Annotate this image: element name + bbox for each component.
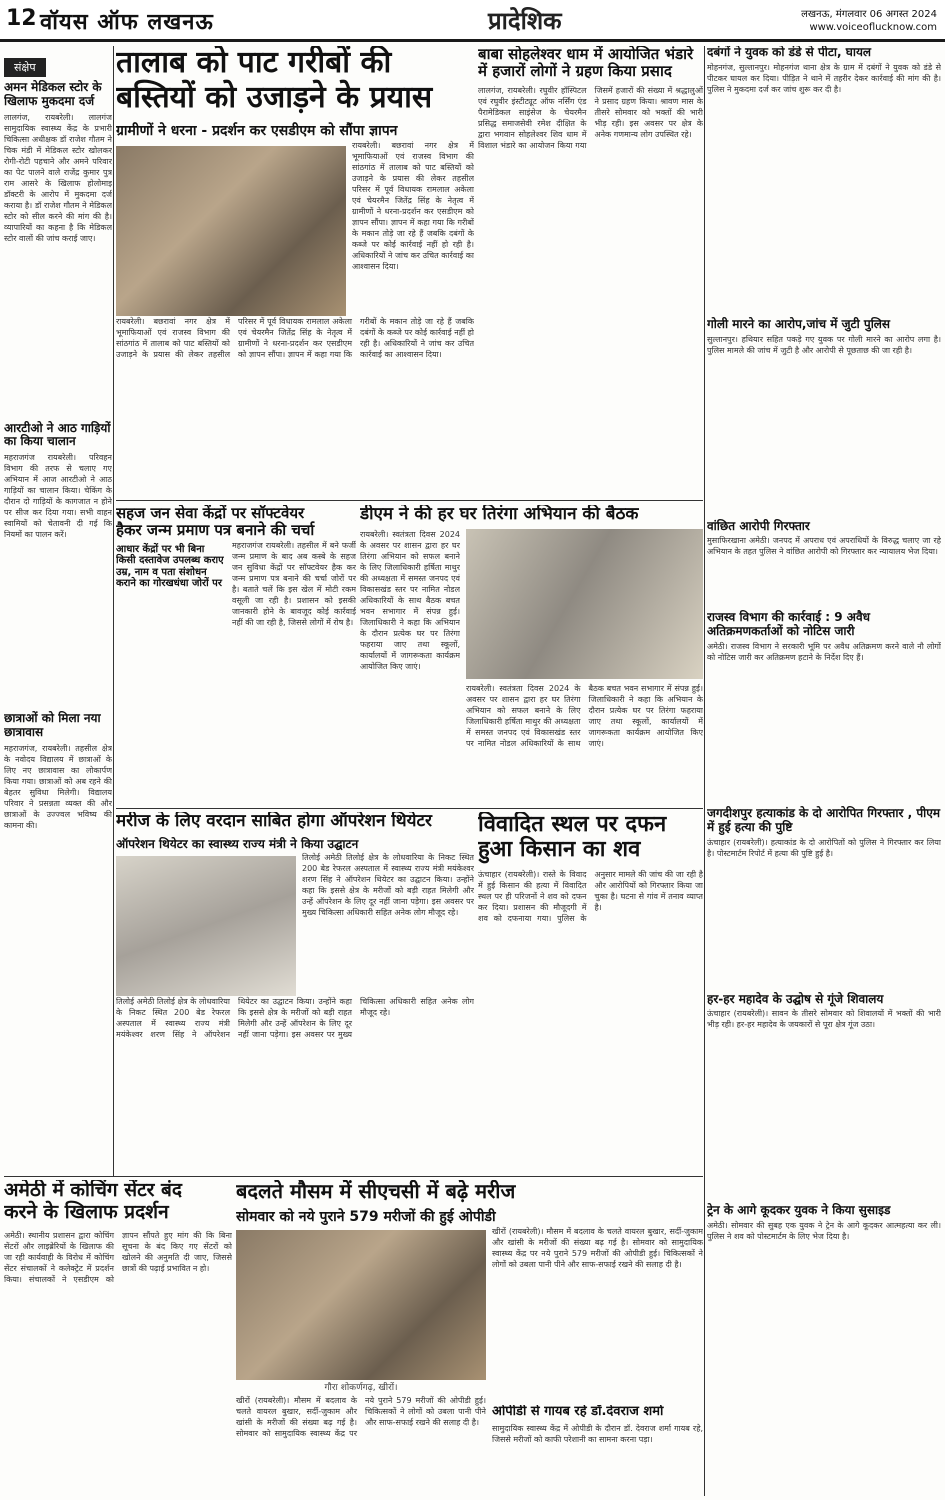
dateline: लखनऊ, मंगलवार 06 अगस्त 2024	[801, 9, 937, 20]
right-headline-5: जगदीशपुर हत्याकांड के दो आरोपित गिरफ्तार , पीएम में हुई हत्या की पुष्टि	[707, 805, 941, 834]
mausam-photo	[236, 1230, 486, 1380]
right-headline-1: दबंगों ने युवक को डंडे से पीटा, घायल	[707, 46, 872, 59]
lead-body-side: रायबरेली। बछरावां नगर क्षेत्र में भूमाफियाओं एवं राजस्व विभाग की सांठगांठ में तालाब को पाट बस्तियों को उजाड़ने के प्रयास की लेकर तहसील परिसर में पूर्व विधायक रामलाल अकेला एवं चेयरमैन जितेंद्र सिंह के नेतृत्व में ग्रामीणों ने धरना-प्रदर्शन कर एसडीएम को ज्ञापन सौंपा। ज्ञापन में कहा गया कि गरीबों के मकान तोड़े जा रहे हैं जबकि दबंगों के कब्जे पर कोई कार्रवाई नहीं हो रही है। अधिकारियों ने जांच कर उचित कार्रवाई का आश्वासन दिया।	[352, 141, 474, 271]
website: www.voiceoflucknow.com	[809, 22, 937, 33]
right-headline-2: गोली मारने का आरोप,जांच में जुटी पुलिस	[707, 316, 891, 331]
vivadit-story	[478, 812, 703, 1172]
lead-headline-2: बस्तियों को उजाड़ने के प्रयास	[116, 79, 433, 115]
mausam-caption: गौरा शोकर्णगढ़, खीरों।	[324, 1383, 398, 1393]
mausam-body: खीरों (रायबरेली)। मौसम में बदलाव के चलते वायरल बुखार, सर्दी-जुकाम और खांसी के मरीजों की संख्या बढ़ गई है। सोमवार को सामुदायिक स्वास्थ्य केंद्र पर नये पुराने 579 मरीजों की ओपीडी हुई। चिकित्सकों ने लोगों को उबला पानी पीने और साफ-सफाई रखने की सलाह दी है।	[492, 1227, 703, 1269]
page-number: 12	[6, 6, 37, 31]
sahaj-headline-1: सहज जन सेवा केंद्रों पर सॉफ्टवेयर	[116, 505, 305, 522]
right-headline-4: राजस्व विभाग की कार्रवाई : 9 अवैध अतिक्रमणकर्ताओं को नोटिस जारी	[707, 610, 871, 639]
mausam-story	[236, 1180, 703, 1496]
brief-tag: संक्षेप	[4, 58, 46, 77]
marij-subhead: ऑपरेशन थियेटर का स्वास्थ्य राज्य मंत्री ने किया उद्घाटन	[116, 836, 359, 851]
amethi-headline-1: अमेठी में कोचिंग सेंटर बंद	[4, 1180, 182, 1201]
mausam-body-2: खीरों (रायबरेली)। मौसम में बदलाव के चलते वायरल बुखार, सर्दी-जुकाम और खांसी के मरीजों की संख्या बढ़ गई है। सोमवार को सामुदायिक स्वास्थ्य केंद्र पर नये पुराने 579 मरीजों की ओपीडी हुई। चिकित्सकों ने लोगों को उबला पानी पीने और साफ-सफाई रखने की सलाह दी है।	[236, 1396, 486, 1438]
lead-story	[116, 46, 474, 496]
brief-headline-1: अमन मेडिकल स्टोर के खिलाफ मुकदमा दर्ज	[4, 80, 102, 108]
brief-body-3: महराजगंज, रायबरेली। तहसील क्षेत्र के नवोदय विद्यालय में छात्राओं के लिए नए छात्रावास का लोकार्पण किया गया। छात्राओं को अब रहने की बेहतर सुविधा मिलेगी। विद्यालय परिवार ने प्रसन्नता व्यक्त की और छात्राओं के उज्ज्वल भविष्य की कामना की।	[4, 743, 112, 830]
right-headline-6: हर-हर महादेव के उद्घोष से गूंजे शिवालय	[707, 991, 884, 1006]
marij-body-2: तिलोई अमेठी तिलोई क्षेत्र के लोधवारिया के निकट स्थित 200 बेड रेफरल अस्पताल में स्वास्थ्य राज्य मंत्री मयंकेश्वर शरण सिंह ने ऑपरेशन थियेटर का उद्घाटन किया। उन्होंने कहा कि इससे क्षेत्र के मरीजों को बड़ी राहत मिलेगी और उन्हें ऑपरेशन के लिए दूर नहीं जाना पड़ेगा। इस अवसर पर मुख्य चिकित्सा अधिकारी सहित अनेक लोग मौजूद रहे।	[116, 996, 474, 1039]
right-body-6: ऊंचाहार (रायबरेली)। सावन के तीसरे सोमवार को शिवालयों में भक्तों की भारी भीड़ रही। हर-हर महादेव के जयकारों से पूरा क्षेत्र गूंज उठा।	[707, 1009, 941, 1030]
right-body-4: अमेठी। राजस्व विभाग ने सरकारी भूमि पर अवैध अतिक्रमण करने वाले नौ लोगों को नोटिस जारी कर अतिक्रमण हटाने के निर्देश दिए हैं।	[707, 641, 941, 662]
marij-body: तिलोई अमेठी तिलोई क्षेत्र के लोधवारिया के निकट स्थित 200 बेड रेफरल अस्पताल में स्वास्थ्य राज्य मंत्री मयंकेश्वर शरण सिंह ने ऑपरेशन थियेटर का उद्घाटन किया। उन्होंने कहा कि इससे क्षेत्र के मरीजों को बड़ी राहत मिलेगी और उन्हें ऑपरेशन के लिए दूर नहीं जाना पड़ेगा। इस अवसर पर मुख्य चिकित्सा अधिकारी सहित अनेक लोग मौजूद रहे।	[302, 852, 474, 917]
vivadit-body: ऊंचाहार (रायबरेली)। रास्ते के विवाद में हुई किसान की हत्या में विवादित स्थल पर ही परिजनों ने शव को दफन कर दिया। प्रशासन की मौजूदगी में शव को दफनाया गया। पुलिस के अनुसार मामले की जांच की जा रही है और आरोपियों को गिरफ्तार किया जा चुका है। घटना से गांव में तनाव व्याप्त है।	[478, 869, 703, 923]
sahaj-story	[116, 505, 356, 805]
vivadit-headline-1: विवादित स्थल पर दफन	[478, 812, 667, 837]
baba-body: लालगंज, रायबरेली। रघुवीर हॉस्पिटल एवं रघुवीर इंस्टीट्यूट ऑफ नर्सिंग एंड पैरामेडिकल साइंसेज के चेयरमैन प्रसिद्ध समाजसेवी रमेश दीक्षित के द्वारा भगवान सोहलेश्वर शिव धाम में विशाल भंडारे का आयोजन किया गया जिसमें हजारों की संख्या में श्रद्धालुओं ने प्रसाद ग्रहण किया। श्रावण मास के तीसरे सोमवार को भक्तों की भारी भीड़ रही। इस अवसर पर क्षेत्र के अनेक गणमान्य लोग उपस्थित रहे।	[478, 85, 703, 150]
marij-photo	[116, 856, 296, 996]
brief-headline-2: आरटीओ ने आठ गाड़ियों का किया चालान	[4, 420, 111, 449]
sahaj-headline-2: हैकर जन्म प्रमाण पत्र बनाने की चर्चा	[116, 521, 315, 540]
column-rule	[704, 46, 705, 1496]
amethi-story	[4, 1180, 232, 1496]
amethi-body: अमेठी। स्थानीय प्रशासन द्वारा कोचिंग सेंटरों और लाइब्रेरियों के खिलाफ की जा रही कार्यवाही के विरोध में कोचिंग सेंटर संचालकों ने कलेक्ट्रेट में प्रदर्शन किया। संचालकों ने एसडीएम को ज्ञापन सौंपते हुए मांग की कि बिना सूचना के बंद किए गए सेंटरों को खोलने की अनुमति दी जाए, जिससे छात्रों की पढ़ाई प्रभावित न हो।	[4, 1230, 232, 1284]
brief-body-1: लालगंज, रायबरेली। लालगंज सामुदायिक स्वास्थ्य केंद्र के प्रभारी चिकित्सा अधीक्षक डॉ राजेश गौतम ने चिक मंडी में मेडिकल स्टोर खोलकर रोगी-रोटी पहचाने और अमने परिवार का पेट पालने वाले राजेंद्र कुमार पुत्र राम आसरे के खिलाफ होलोमाइ डॉक्टरी के आरोप में मुकदमा दर्ज कराया है। डॉ राजेश गौतम ने मेडिकल स्टोर को सील करने की मांग की है। व्यापारियों का कहना है कि मेडिकल स्टोर वालों की जांच कराई जाए।	[4, 112, 112, 243]
dm-photo	[466, 529, 703, 679]
lead-photo	[116, 146, 346, 316]
dm-headline: डीएम ने की हर घर तिरंगा अभियान की बैठक	[360, 505, 639, 524]
right-headline-3: वांछित आरोपी गिरफ्तार	[707, 518, 810, 533]
section-title: प्रादेशिक	[488, 7, 562, 35]
right-body-7: अमेठी। सोमवार की सुबह एक युवक ने ट्रेन के आगे कूदकर आत्महत्या कर ली। पुलिस ने शव को पोस्टमार्टम के लिए भेज दिया है।	[707, 1221, 941, 1242]
opd-box	[492, 1405, 703, 1495]
amethi-headline-2: करने के खिलाफ प्रदर्शन	[4, 1200, 169, 1223]
right-column	[707, 46, 941, 1496]
row-rule	[4, 1176, 703, 1177]
masthead	[0, 0, 945, 42]
right-headline-7: ट्रेन के आगे कूदकर युवक ने किया सुसाइड	[707, 1203, 891, 1218]
opd-box-body: सामुदायिक स्वास्थ्य केंद्र में ओपीडी के दौरान डॉ. देवराज शर्मा गायब रहे, जिससे मरीजों को काफी परेशानी का सामना करना पड़ा।	[492, 1423, 703, 1444]
row-rule	[116, 808, 703, 809]
brief-body-2: महराजगंज रायबरेली। परिवहन विभाग की तरफ से चलाए गए अभियान में आज आरटीओ ने आठ गाड़ियों का चालान किया। चेकिंग के दौरान दो गाड़ियों के कागजात न होने पर सीज कर दिया गया। सभी वाहन स्वामियों को चेतावनी दी गई कि नियमों का पालन करें।	[4, 453, 112, 540]
right-body-3: मुसाफिरखाना अमेठी। जनपद में अपराध एवं अपराधियों के विरुद्ध चलाए जा रहे अभियान के तहत पुलिस ने वांछित आरोपी को गिरफ्तार कर न्यायालय भेज दिया।	[707, 536, 941, 557]
right-body-1: मोहनगंज, सुल्तानपुर। मोहनगंज थाना क्षेत्र के ग्राम में दबंगों ने युवक को डंडे से पीटकर घायल कर दिया। पीड़ित ने थाने में तहरीर देकर कार्रवाई की मांग की है। पुलिस ने मुकदमा दर्ज कर जांच शुरू कर दी है।	[707, 62, 941, 94]
sahaj-highlight: आधार केंद्रों पर भी बिना किसी दस्तावेज उपलब्ध कराए उम्र, नाम व पता संशोधन कराने का गोरखधंधा जोरों पर	[116, 543, 224, 589]
lead-body: रायबरेली। बछरावां नगर क्षेत्र में भूमाफियाओं एवं राजस्व विभाग की सांठगांठ में तालाब को पाट बस्तियों को उजाड़ने के प्रयास की लेकर तहसील परिसर में पूर्व विधायक रामलाल अकेला एवं चेयरमैन जितेंद्र सिंह के नेतृत्व में ग्रामीणों ने धरना-प्रदर्शन कर एसडीएम को ज्ञापन सौंपा। ज्ञापन में कहा गया कि गरीबों के मकान तोड़े जा रहे हैं जबकि दबंगों के कब्जे पर कोई कार्रवाई नहीं हो रही है। अधिकारियों ने जांच कर उचित कार्रवाई का आश्वासन दिया।	[116, 317, 474, 359]
brief-column	[4, 56, 112, 1176]
lead-subhead: ग्रामीणों ने धरना - प्रदर्शन कर एसडीएम को सौंपा ज्ञापन	[116, 123, 398, 139]
mausam-headline: बदलते मौसम में सीएचसी में बढ़े मरीज	[236, 1180, 516, 1203]
mausam-subhead: सोमवार को नये पुराने 579 मरीजों की हुई ओपीडी	[236, 1209, 496, 1225]
column-rule	[113, 46, 114, 1176]
lead-headline-1: तालाब को पाट गरीबों की	[116, 46, 392, 80]
vivadit-headline-2: हुआ किसान का शव	[478, 837, 641, 863]
paper-name: वॉयस ऑफ लखनऊ	[40, 10, 214, 35]
dm-story	[360, 505, 703, 805]
baba-story	[478, 46, 703, 496]
dm-body-2: रायबरेली। स्वतंत्रता दिवस 2024 के अवसर पर शासन द्वारा हर घर तिरंगा अभियान को सफल बनाने के लिए जिलाधिकारी हर्षिता माथुर की अध्यक्षता में समस्त जनपद एवं विकासखंड स्तर पर नामित नोडल अधिकारियों के साथ बैठक बचत भवन सभागार में संपन्न हुई। जिलाधिकारी ने कहा कि अभियान के दौरान प्रत्येक घर पर तिरंगा फहराया जाए तथा स्कूलों, कार्यालयों में जागरूकता कार्यक्रम आयोजित किए जाएं।	[466, 683, 703, 748]
marij-story	[116, 812, 474, 1172]
baba-headline-2: में हजारों लोगों ने ग्रहण किया प्रसाद	[478, 62, 672, 81]
marij-headline: मरीज के लिए वरदान साबित होगा ऑपरेशन थियेटर	[116, 812, 432, 831]
brief-headline-3: छात्राओं को मिला नया छात्रावास	[4, 711, 101, 739]
sahaj-body: महराजगंज रायबरेली। तहसील में बने फर्जी जन्म प्रमाण के बाद अब कस्बे के सहज जन सुविधा केंद्रों पर सॉफ्टवेयर हैक कर जन्म प्रमाण पत्र बनाने की चर्चा जोरों पर है। बताते चलें कि इस खेल में मोटी रकम वसूली जा रही है। प्रशासन को इसकी जानकारी होने के बावजूद कोई कार्रवाई नहीं की जा रही है, जिससे लोगों में रोष है।	[232, 540, 356, 627]
dm-body: रायबरेली। स्वतंत्रता दिवस 2024 के अवसर पर शासन द्वारा हर घर तिरंगा अभियान को सफल बनाने के लिए जिलाधिकारी हर्षिता माथुर की अध्यक्षता में समस्त जनपद एवं विकासखंड स्तर पर नामित नोडल अधिकारियों के साथ बैठक बचत भवन सभागार में संपन्न हुई। जिलाधिकारी ने कहा कि अभियान के दौरान प्रत्येक घर पर तिरंगा फहराया जाए तथा स्कूलों, कार्यालयों में जागरूकता कार्यक्रम आयोजित किए जाएं।	[360, 529, 460, 671]
right-body-5: ऊंचाहार (रायबरेली)। हत्याकांड के दो आरोपितों को पुलिस ने गिरफ्तार कर लिया है। पोस्टमार्टम रिपोर्ट में हत्या की पुष्टि हुई है।	[707, 837, 941, 858]
right-body-2: सुल्तानपुर। हथियार सहित पकड़े गए युवक पर गोली मारने का आरोप लगा है। पुलिस मामले की जांच में जुटी है और आरोपी से पूछताछ की जा रही है।	[707, 334, 941, 355]
opd-box-headline: ओपीडी से गायब रहे डॉ.देवराज शर्मा	[492, 1405, 664, 1419]
baba-headline-1: बाबा सोहलेश्वर धाम में आयोजित भंडारे	[478, 46, 694, 63]
row-rule	[116, 500, 703, 501]
